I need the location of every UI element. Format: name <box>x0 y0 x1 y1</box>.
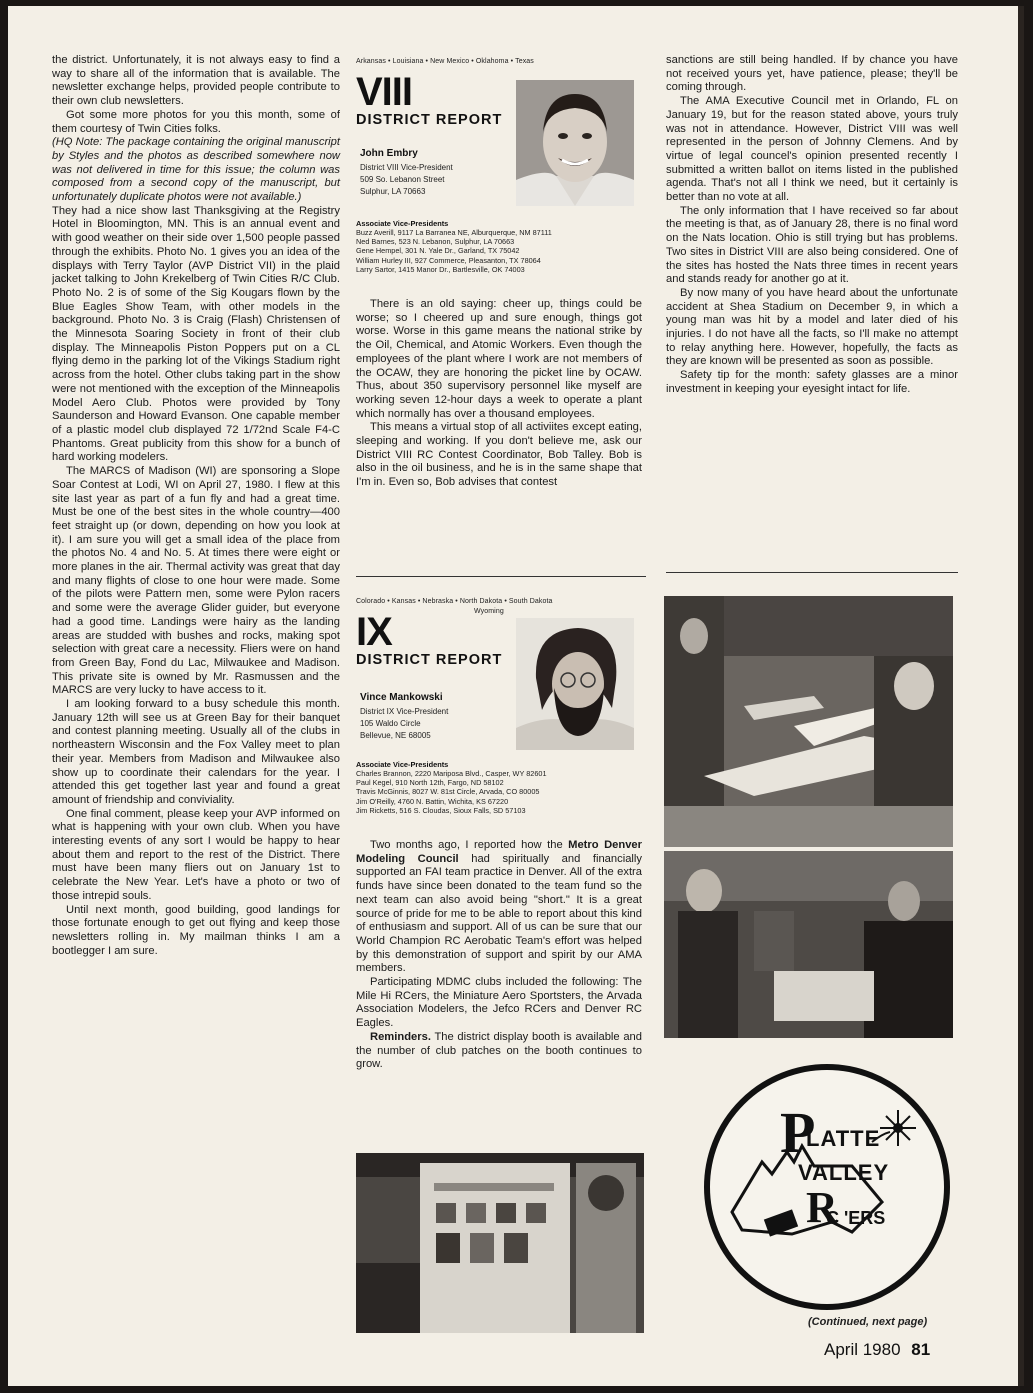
col1-paragraph: Until next month, good building, good landings for those fortunate enough to get out flying and keep those newsletters rolling in. My mailman thinks I am a bootlegger I am sure. <box>52 903 340 957</box>
page-folio <box>824 1340 930 1360</box>
district8-vp-city: Sulphur, LA 70663 <box>360 187 426 196</box>
col3-paragraph: By now many of you have heard about the unfortunate accident at Shea Stadium on December 9, in which a young man was hit by a model and later died of his injuries. I do not have all the facts, so I'll make no attempt to relay anything here. However, hopefully, the facts as they are known will be presented as soon as possible. <box>666 286 958 368</box>
district8-paragraph: This means a virtual stop of all activiites except eating, sleeping and working. If you don't believe me, ask our District VIII RC Contest Coordinator, Bob Talley. Bob is also in the oil business, and he is in the same shape that I'm in. Even so, Bob advises that contest <box>356 421 642 489</box>
district9-avp-line: Jim O'Reilly, 4760 N. Battin, Wichita, KS 67220 <box>356 796 509 806</box>
district8-avp-line: Buzz Averill, 9117 La Barranea NE, Alburquerque, NM 87111 <box>356 228 552 237</box>
col3-paragraph: The AMA Executive Council met in Orlando, FL on January 19, but for the reason stated above, yours truly was not in attendance. However, District VIII was well represented in the person of Johnny Clemens. And by virtue of legal councel's opinion presented recently I submitted a written ballot on items listed in the published agenda. That's not all I think we need, but it certainly is better than no vote at all. <box>666 95 958 204</box>
district8-states: Arkansas • Louisiana • New Mexico • Oklahoma • Texas <box>356 58 534 65</box>
column-left <box>52 54 340 958</box>
d9-p2: Participating MDMC clubs included the following: The Mile Hi RCers, the Miniature Aero Sportsters, the Arvada Association Modelers, the Jefco RCers and Denver RC Eagles. <box>356 976 642 1030</box>
district8-avp-line: Larry Sartor, 1415 Manor Dr., Bartlesville, OK 74003 <box>356 264 525 274</box>
col3-paragraph: Safety tip for the month: safety glasses are a minor investment in keeping your eyesight intact for life. <box>666 369 958 395</box>
column-right <box>666 54 958 397</box>
display-booth-photo <box>356 1153 644 1333</box>
district9-states-line2: Wyoming <box>474 608 504 615</box>
district9-vp-name: Vince Mankowski <box>360 692 443 703</box>
col1-paragraph: They had a nice show last Thanksgiving at the Registry Hotel in Bloomington, MN. This is an annual event and with good weather on their side over 1,500 people passed through the exhibits. Photo No. 1 gives you an idea of the displays with Terry Taylor (AVP District VII) in the plaid jacket talking to John Krekelberg of Twin Cities R/C Club. Photo No. 2 is of some of the Sig Kougars flown by the Blue Eagles Show Team, with other models in the background. Photo No. 3 is Craig (Flash) Christensen of the Minnesota Soaring Society in front of their club display. The Minneapolis Piston Poppers put on a CL flying demo in the parking lot of the Vikings Stadium right across from the hotel. Other clubs taking part in the show were not mentioned with the exception of the Minneapolis Model Aero Club. Photos were provided by Tony Saunderson and Howard Evanson. One capable member of a plastic model club displayed 72 1/72nd Scale F4-C Phantoms. Great publicity from this show for a bunch of hard working modelers. <box>52 204 340 464</box>
district9-states: Colorado • Kansas • Nebraska • North Dakota • South Dakota <box>356 598 553 605</box>
people-at-display-icon <box>664 851 953 1038</box>
col3-paragraph: sanctions are still being handled. If by chance you have not received yours yet, have patience, please; they'll be coming through. <box>666 54 958 94</box>
page-edge-shadow <box>1018 6 1024 1386</box>
divider-rule-right <box>666 572 958 573</box>
col1-paragraph: The MARCS of Madison (WI) are sponsoring a Slope Soar Contest at Lodi, WI on April 27, 1980. I flew at this site last year as part of a fun fly and had a great time. Must be one of the best sites in the whole country—400 feet straight up (or down, depending on how you look at it). I am sure you will get a small idea of the place from the photos No. 4 and No. 5. At times there were eight or more planes in the air. Thermal activity was great that day and many flights of close to one hour were made. Some of the pilots were Pattern men, some were Pylon racers and some were the average Glider guider, but everyone had a good time. Landings were hairy as the landing areas are studded with bushes and rocks, making spot selection with great care a necessity. Fliers were on hand from Green Bay, Fond du Lac, Milwaukee and Madison. This private site is owned by Mr. Rasmussen and the MARCS are very lucky to have access to it. <box>52 465 340 697</box>
district9-vp-city: Bellevue, NE 68005 <box>360 731 431 740</box>
district9-avp-title: Associate Vice-Presidents <box>356 760 449 769</box>
d9-p1-before: Two months ago, I reported how the <box>370 839 569 851</box>
district8-avp-block <box>356 219 646 274</box>
district8-vp-street: 509 So. Lebanon Street <box>360 175 445 184</box>
logo-word-valley: VALLEY <box>798 1160 890 1185</box>
continued-note: (Continued, next page) <box>808 1316 928 1328</box>
d9-p1-after: had spiritually and financially supported an FAI team practice in Denver. All of the extra funds have since been donated to the team fund so the next team can also avoid being "short." It is a great source of pride for me to be able to report about this kind of enthusiasm and support. All of us can be sure that our World Champion RC Aerobatic Team's effort was helped by this demonstration of support and spirit by our AMA members. <box>356 852 642 975</box>
platte-valley-logo <box>702 1062 952 1312</box>
portrait-bearded-man-icon <box>516 618 634 750</box>
district8-avp-line: William Hurley III, 927 Commerce, Pleasanton, TX 78064 <box>356 255 541 265</box>
logo-word-cers: C 'ERS <box>826 1208 886 1228</box>
district8-heading: DISTRICT REPORT <box>356 112 503 128</box>
club-logo-icon <box>702 1062 952 1312</box>
district8-paragraph: There is an old saying: cheer up, things could be worse; so I cheered up and sure enough, things got worse. Worse in this game means the national strike by the Oil, Chemical, and Atomic Workers. Even though the employees of the plant where I work are not members of the OCAW, they are honoring the picket line by OCAW. Thus, about 350 supervisory personnel like myself are working seven 12-hour days a week to operate a plant which normally has over a thousand employees. <box>356 298 642 420</box>
district9-avp-line: Jim Ricketts, 516 S. Cloudas, Sioux Falls, SD 57103 <box>356 805 526 815</box>
divider-rule-middle <box>356 576 646 577</box>
col1-paragraph: Got some more photos for you this month, some of them courtesy of Twin Cities folks. <box>52 108 340 135</box>
district9-header <box>356 598 646 758</box>
district8-numeral: VIII <box>356 70 413 114</box>
district8-header <box>356 56 646 226</box>
portrait-man-smiling-icon <box>516 80 634 206</box>
logo-word-latte: LATTE <box>806 1126 881 1151</box>
district9-avp-line: Travis McGinnis, 8027 W. 81st Circle, Arvada, CO 80005 <box>356 787 540 797</box>
col3-paragraph: The only information that I have received so far about the meeting is that, as of January 28, there is no final word on the Nats location. Ohio is still trying but has problems. Two sites in District VIII are also being considered. One of the sites has hosted the Nats three times in recent years and stands ready for another go at it. <box>666 204 958 286</box>
col1-paragraph: I am looking forward to a busy schedule this month. January 12th will see us at Green Bay for their banquet and contest planning meeting. Usually all of the clubs in northeastern Wisconsin and the Fox Valley meet to plan their year. Members from Madison and Milwaukee also show up to coordinate their calendars for the year. I attended this get together last year and found a great amount of friendship and conviviality. <box>52 698 340 806</box>
col1-paragraph: the district. Unfortunately, it is not always easy to find a way to share all of the information that is available. The newsletter exchange helps, provided people contribute to their own club newsletters. <box>52 54 340 108</box>
district9-heading: DISTRICT REPORT <box>356 652 503 668</box>
folio-page-number: 81 <box>911 1340 931 1359</box>
district9-avp-block <box>356 760 646 815</box>
aircraft-display-photo <box>664 596 953 847</box>
logo-letter-p: P <box>780 1100 816 1165</box>
district8-avp-title: Associate Vice-Presidents <box>356 219 449 228</box>
district9-avp-line: Charles Brannon, 2220 Mariposa Blvd., Casper, WY 82601 <box>356 769 547 778</box>
district8-body <box>356 298 642 490</box>
col1-paragraph: (HQ Note: The package containing the original manuscript by Styles and the photos as described somewhere now was not delivered in time for this issue; the column was composed from a second copy of the manuscript, but unfortunately duplicate photos were not available.) <box>52 136 340 204</box>
club-display-photo <box>664 851 953 1038</box>
d9-p1-bold: Metro Denver Modeling Council <box>356 839 642 865</box>
d9-p3-bold: Reminders. <box>370 1030 431 1043</box>
district8-avp-line: Gene Hempel, 301 N. Yale Dr., Garland, TX 75042 <box>356 246 520 256</box>
d9-p3-after: The district display booth is available and the number of club patches on the booth continues to grow. <box>356 1030 642 1071</box>
district9-vp-street: 105 Waldo Circle <box>360 719 421 728</box>
john-embry-portrait <box>516 80 634 206</box>
district9-numeral: IX <box>356 610 392 654</box>
district9-avp-line: Paul Kegel, 910 North 12th, Fargo, ND 58102 <box>356 778 504 788</box>
district9-vp-title: District IX Vice-President <box>360 707 449 716</box>
model-plane-display-icon <box>664 596 953 847</box>
magazine-page <box>8 6 1024 1386</box>
district8-vp-title: District VIII Vice-President <box>360 163 453 172</box>
district8-avp-line: Ned Barnes, 523 N. Lebanon, Sulphur, LA 70663 <box>356 237 515 247</box>
logo-letter-r: R <box>806 1183 838 1232</box>
district9-body <box>356 839 642 1072</box>
col1-paragraph: One final comment, please keep your AVP informed on what is happening with your own club. When you have interesting events of any sort I would be happy to hear about them and report to the rest of the District. There must have been many fliers out on January 1st to celebrate the New Year. Let's have a photo or two of those intrepid souls. <box>52 807 340 902</box>
vince-mankowski-portrait <box>516 618 634 750</box>
booth-photo-icon <box>356 1153 644 1333</box>
district8-vp-name: John Embry <box>360 148 418 159</box>
folio-month-year: April 1980 <box>824 1340 901 1359</box>
